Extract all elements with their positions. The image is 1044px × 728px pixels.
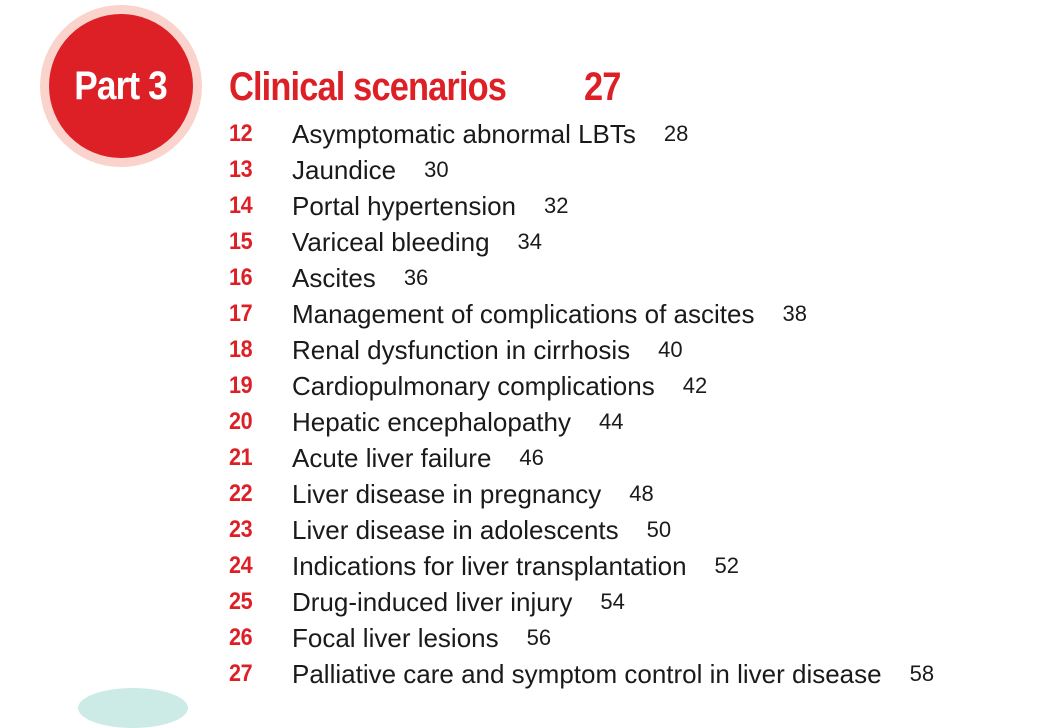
decorative-corner-arc [78, 688, 188, 728]
chapter-number: 16 [229, 264, 253, 291]
chapter-number: 20 [229, 408, 253, 435]
part-page-number: 27 [584, 65, 621, 109]
part-header [229, 62, 621, 112]
part-title: Clinical scenarios [229, 64, 507, 109]
chapter-row[interactable] [229, 440, 934, 476]
chapter-title: Focal liver lesions [292, 622, 499, 653]
chapter-number: 13 [229, 156, 253, 183]
chapter-title: Asymptomatic abnormal LBTs [292, 118, 636, 149]
chapter-number: 22 [229, 480, 253, 507]
chapter-title: Jaundice [292, 154, 397, 185]
chapter-number: 26 [229, 624, 253, 651]
chapter-row[interactable] [229, 548, 934, 584]
chapter-row[interactable] [229, 152, 934, 188]
chapter-number: 25 [229, 588, 253, 615]
chapter-title: Portal hypertension [292, 190, 517, 221]
chapter-title: Palliative care and symptom control in liver disease [292, 658, 882, 689]
part-label: Part 3 [74, 63, 168, 108]
chapter-page: 56 [526, 625, 552, 650]
chapter-page: 44 [598, 409, 624, 434]
chapter-page: 34 [517, 229, 543, 254]
chapter-number: 21 [229, 444, 253, 471]
chapter-number: 15 [229, 228, 253, 255]
chapter-number: 14 [229, 192, 253, 219]
part-badge [49, 14, 193, 158]
chapter-row[interactable] [229, 188, 934, 224]
chapter-title: Variceal bleeding [292, 226, 490, 257]
chapter-page: 36 [403, 265, 429, 290]
chapter-row[interactable] [229, 368, 934, 404]
chapter-page: 48 [629, 481, 654, 506]
chapter-page: 28 [663, 121, 689, 146]
chapter-page: 54 [600, 589, 625, 614]
chapter-page: 52 [714, 553, 740, 578]
chapter-page: 40 [658, 337, 683, 362]
chapter-row[interactable] [229, 620, 934, 656]
chapter-page: 30 [424, 157, 449, 182]
chapter-row[interactable] [229, 296, 934, 332]
chapter-page: 38 [782, 301, 807, 326]
chapter-list [229, 116, 934, 692]
chapter-row[interactable] [229, 656, 934, 692]
chapter-title: Renal dysfunction in cirrhosis [292, 334, 631, 365]
chapter-page: 50 [646, 517, 672, 542]
chapter-page: 32 [544, 193, 569, 218]
chapter-number: 27 [229, 660, 253, 687]
chapter-title: Drug-induced liver injury [292, 586, 573, 617]
chapter-row[interactable] [229, 116, 934, 152]
chapter-row[interactable] [229, 260, 934, 296]
chapter-page: 58 [909, 661, 935, 686]
chapter-number: 17 [229, 300, 253, 327]
chapter-page: 42 [682, 373, 708, 398]
chapter-title: Liver disease in pregnancy [292, 478, 602, 509]
chapter-title: Cardiopulmonary complications [292, 370, 655, 401]
chapter-title: Ascites [292, 262, 376, 293]
chapter-row[interactable] [229, 332, 934, 368]
chapter-title: Hepatic encephalopathy [292, 406, 571, 437]
chapter-page: 46 [519, 445, 544, 470]
chapter-number: 19 [229, 372, 253, 399]
chapter-number: 23 [229, 516, 253, 543]
chapter-title: Liver disease in adolescents [292, 514, 619, 545]
chapter-number: 24 [229, 552, 253, 579]
chapter-number: 12 [229, 120, 253, 147]
chapter-row[interactable] [229, 584, 934, 620]
chapter-row[interactable] [229, 512, 934, 548]
chapter-row[interactable] [229, 224, 934, 260]
chapter-row[interactable] [229, 476, 934, 512]
chapter-number: 18 [229, 336, 253, 363]
chapter-title: Acute liver failure [292, 442, 492, 473]
chapter-title: Management of complications of ascites [292, 298, 755, 329]
chapter-title: Indications for liver transplantation [292, 550, 687, 581]
chapter-row[interactable] [229, 404, 934, 440]
